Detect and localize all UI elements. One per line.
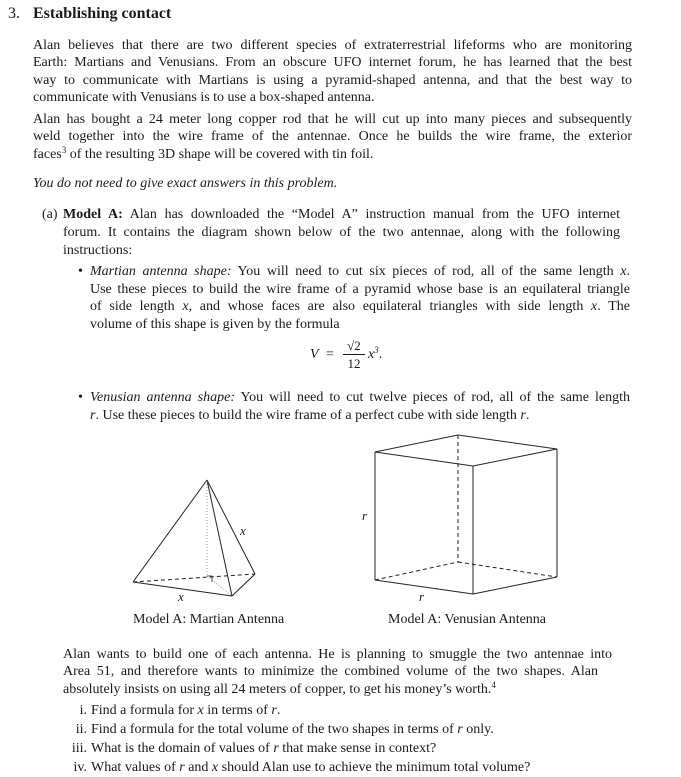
text-segment: What is the domain of values of <box>91 741 274 756</box>
pyramid-edge <box>207 480 232 596</box>
text-segment: Alan has downloaded the “Model A” instruction manual from the UFO internet <box>122 207 620 222</box>
footnote-marker: 4 <box>491 680 496 690</box>
math-variable: r <box>457 722 463 737</box>
venusian-caption: Model A: Venusian Antenna <box>388 612 547 627</box>
formula-end: . <box>378 347 383 362</box>
text-segment: You will need to cut six pieces of rod, all of the same length <box>231 264 621 279</box>
text-segment: forum. It contains the diagram shown below of the two antennae, along with the following <box>63 225 620 240</box>
text-segment: in terms of <box>203 703 272 718</box>
text-segment: . <box>626 264 630 279</box>
text-segment: and <box>184 760 212 775</box>
text-segment: What values of <box>91 760 180 775</box>
text-segment: Alan believes that there are two different species of extraterrestrial lifeforms who are monitoring <box>33 38 632 53</box>
text-segment: You will need to cut twelve pieces of rod, all of the same length <box>234 390 630 405</box>
math-variable: x <box>211 760 219 775</box>
cube-edge <box>473 577 557 594</box>
pyramid-edge <box>232 574 255 596</box>
cube-top-face <box>375 435 557 466</box>
subitem-label: iv. <box>73 760 87 775</box>
text-segment: Find a formula for the total volume of the two shapes in terms of <box>91 722 458 737</box>
math-variable: x <box>197 703 204 718</box>
pyramid-edge <box>207 480 255 574</box>
text-segment: volume of this shape is given by the formula <box>90 317 340 332</box>
math-variable: x <box>620 264 627 279</box>
text-segment: Use these pieces to build the wire frame of a pyramid whose base is an equilateral triangle <box>90 282 630 297</box>
text-segment: , and whose faces are also equilateral triangles with side length <box>188 299 592 314</box>
text-segment: of side length <box>90 299 183 314</box>
math-variable: r <box>520 408 526 423</box>
text-segment: absolutely insists on using all 24 meters of copper, to get his money’s worth. <box>63 682 492 697</box>
cube-diagram <box>375 435 557 594</box>
text-segment: . <box>276 703 281 718</box>
math-variable: x <box>182 299 189 314</box>
text-segment: only. <box>462 722 494 737</box>
bullet-martian: • <box>78 264 83 279</box>
cube-base-label: r <box>419 589 425 604</box>
text-segment: faces <box>33 147 62 162</box>
pyramid-base-label: x <box>178 589 184 604</box>
pyramid-edge <box>133 480 207 582</box>
text-segment: Alan wants to build one of each antenna. He is planning to smuggle the two antennae into <box>63 647 612 662</box>
text-segment: that make sense in context? <box>278 741 437 756</box>
formula-lhs: V <box>310 347 319 362</box>
text-segment: weld together into the wire frame of the antennae. Once he builds the wire frame, the exterior <box>33 129 632 144</box>
math-variable: r <box>271 703 277 718</box>
text-segment: . <box>525 408 530 423</box>
problem-heading: Establishing contact <box>33 5 172 22</box>
subitem-label: ii. <box>75 722 87 737</box>
bullet-venusian: • <box>78 390 83 405</box>
text-segment: Area 51, and therefore wants to minimize the combined volume of the two shapes. Alan <box>63 664 598 679</box>
formula-exponent: 3 <box>374 345 379 355</box>
problem-number: 3. <box>8 5 20 22</box>
martian-caption: Model A: Martian Antenna <box>133 612 285 627</box>
text-segment: Venusian antenna shape: <box>90 390 235 405</box>
text-segment: Alan has bought a 24 meter long copper rod that he will cut up into many pieces and subsequently <box>33 112 632 127</box>
text-segment: You do not need to give exact answers in this problem. <box>33 176 338 191</box>
text-segment: way to communicate with Martians is using a pyramid-shaped antenna, and that the best way to <box>33 73 632 88</box>
pyramid-hidden-edge <box>133 574 255 582</box>
text-segment: should Alan use to achieve the minimum total volume? <box>218 760 531 775</box>
formula-var: x <box>368 347 375 362</box>
text-segment: . Use these pieces to build the wire frame of a perfect cube with side length <box>95 408 521 423</box>
pyramid-diagram <box>133 480 255 596</box>
math-variable: r <box>90 408 96 423</box>
footnote-marker: 3 <box>61 145 67 155</box>
cube-hidden-edge <box>375 562 458 580</box>
math-variable: r <box>179 760 185 775</box>
text-segment: Find a formula for <box>91 703 198 718</box>
formula-numerator: √2 <box>343 337 365 355</box>
text-segment: Model A: <box>63 207 123 222</box>
text-segment: Earth: Martians and Venusians. From an obscure UFO internet forum, he has learned that the best <box>33 55 632 70</box>
text-segment: Martian antenna shape: <box>90 264 232 279</box>
text-segment: . The <box>597 299 630 314</box>
formula-denominator: 12 <box>347 356 361 371</box>
text-segment: instructions: <box>63 243 133 258</box>
cube-height-label: r <box>362 508 368 523</box>
math-variable: x <box>591 299 598 314</box>
subitem-label: i. <box>79 703 87 718</box>
math-variable: r <box>273 741 279 756</box>
text-segment: communicate with Venusians is to use a box-shaped antenna. <box>33 90 375 105</box>
part-label: (a) <box>42 207 58 222</box>
pyramid-side-label: x <box>240 523 246 538</box>
subitem-label: iii. <box>71 741 87 756</box>
formula-equals: = <box>326 347 334 362</box>
text-segment: of the resulting 3D shape will be covered with tin foil. <box>66 147 374 162</box>
